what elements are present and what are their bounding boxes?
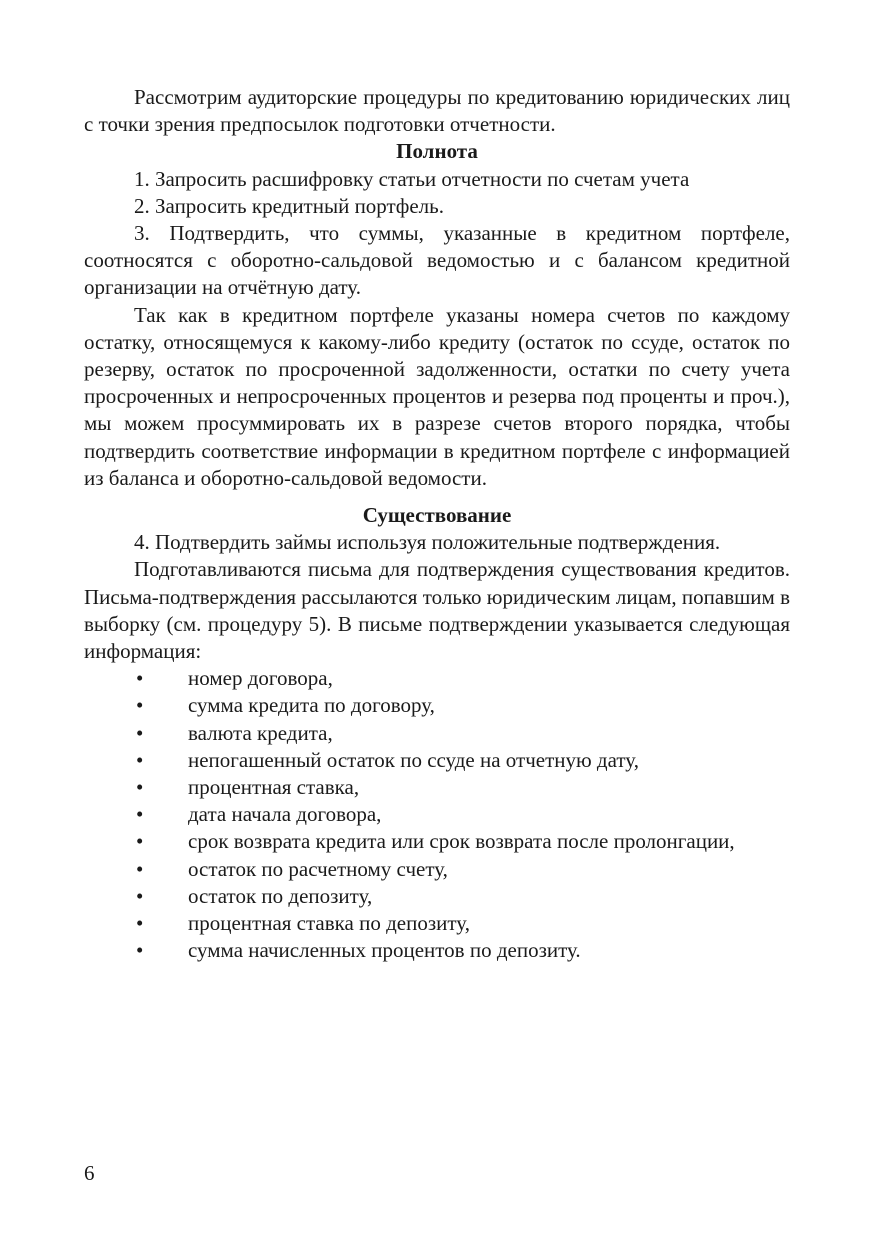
procedure-item-1: 1. Запросить расшифровку статьи отчетности по счетам учета bbox=[134, 166, 690, 191]
bullet-icon: • bbox=[136, 883, 144, 908]
procedure-item-2: 2. Запросить кредитный портфель. bbox=[134, 193, 444, 218]
procedure-item-4: 4. Подтвердить займы используя положительные подтверждения. bbox=[134, 530, 721, 555]
bullet-icon: • bbox=[136, 747, 144, 772]
list-item: • остаток по депозиту, bbox=[84, 883, 790, 910]
bullet-icon: • bbox=[136, 775, 144, 800]
existence-paragraph: Подготавливаются письма для подтверждения существования кредитов. Письма-подтверждения рассылаются только юридическим лицам, попавшим в выборку (см. процедуру 5). В письме подтверждении указывается следующая информация: bbox=[84, 557, 790, 664]
page-content bbox=[84, 84, 790, 965]
bullet-icon: • bbox=[136, 720, 144, 745]
completeness-paragraph: Так как в кредитном портфеле указаны номера счетов по каждому остатку, относящемуся к какому-либо кредиту (остаток по ссуде, остаток по резерву, остаток по просроченной задолженности, остатки по счету учета просроченных и непросроченных процентов и резерва под проценты и проч.), мы можем просуммировать их в разрезе счетов второго порядка, чтобы подтвердить соответствие информации в кредитном портфеле с информацией из баланса и оборотно-сальдовой ведомости. bbox=[84, 302, 790, 490]
list-item: • непогашенный остаток по ссуде на отчетную дату, bbox=[84, 747, 790, 774]
section-title-existence: Существование bbox=[362, 503, 512, 528]
list-item: • процентная ставка по депозиту, bbox=[84, 910, 790, 937]
page-number: 6 bbox=[84, 1161, 95, 1185]
list-item: • валюта кредита, bbox=[84, 720, 790, 747]
bullet-icon: • bbox=[136, 802, 144, 827]
list-item: • сумма начисленных процентов по депозиту. bbox=[84, 937, 790, 964]
list-item: • остаток по расчетному счету, bbox=[84, 856, 790, 883]
bullet-icon: • bbox=[136, 911, 144, 936]
bullet-icon: • bbox=[136, 693, 144, 718]
list-item: • сумма кредита по договору, bbox=[84, 692, 790, 719]
list-item: • номер договора, bbox=[84, 665, 790, 692]
intro-paragraph: Рассмотрим аудиторские процедуры по кредитованию юридических лиц с точки зрения предпосылок подготовки отчетности. bbox=[84, 85, 790, 137]
confirmation-info-list bbox=[84, 665, 790, 828]
section-title-completeness: Полнота bbox=[396, 139, 478, 164]
confirmation-info-list-continued bbox=[84, 856, 790, 965]
bullet-icon: • bbox=[136, 666, 144, 691]
list-item: • дата начала договора, bbox=[84, 801, 790, 828]
bullet-icon: • bbox=[136, 856, 144, 881]
bullet-icon: • bbox=[136, 829, 144, 854]
bullet-icon: • bbox=[136, 938, 144, 963]
list-item-wrapped: • срок возврата кредита или срок возврата после пролонгации, bbox=[84, 828, 790, 855]
procedure-item-3: 3. Подтвердить, что суммы, указанные в кредитном портфеле, соотносятся с оборотно-сальдовой ведомостью и с балансом кредитной организации на отчётную дату. bbox=[84, 221, 790, 300]
list-item: • процентная ставка, bbox=[84, 774, 790, 801]
